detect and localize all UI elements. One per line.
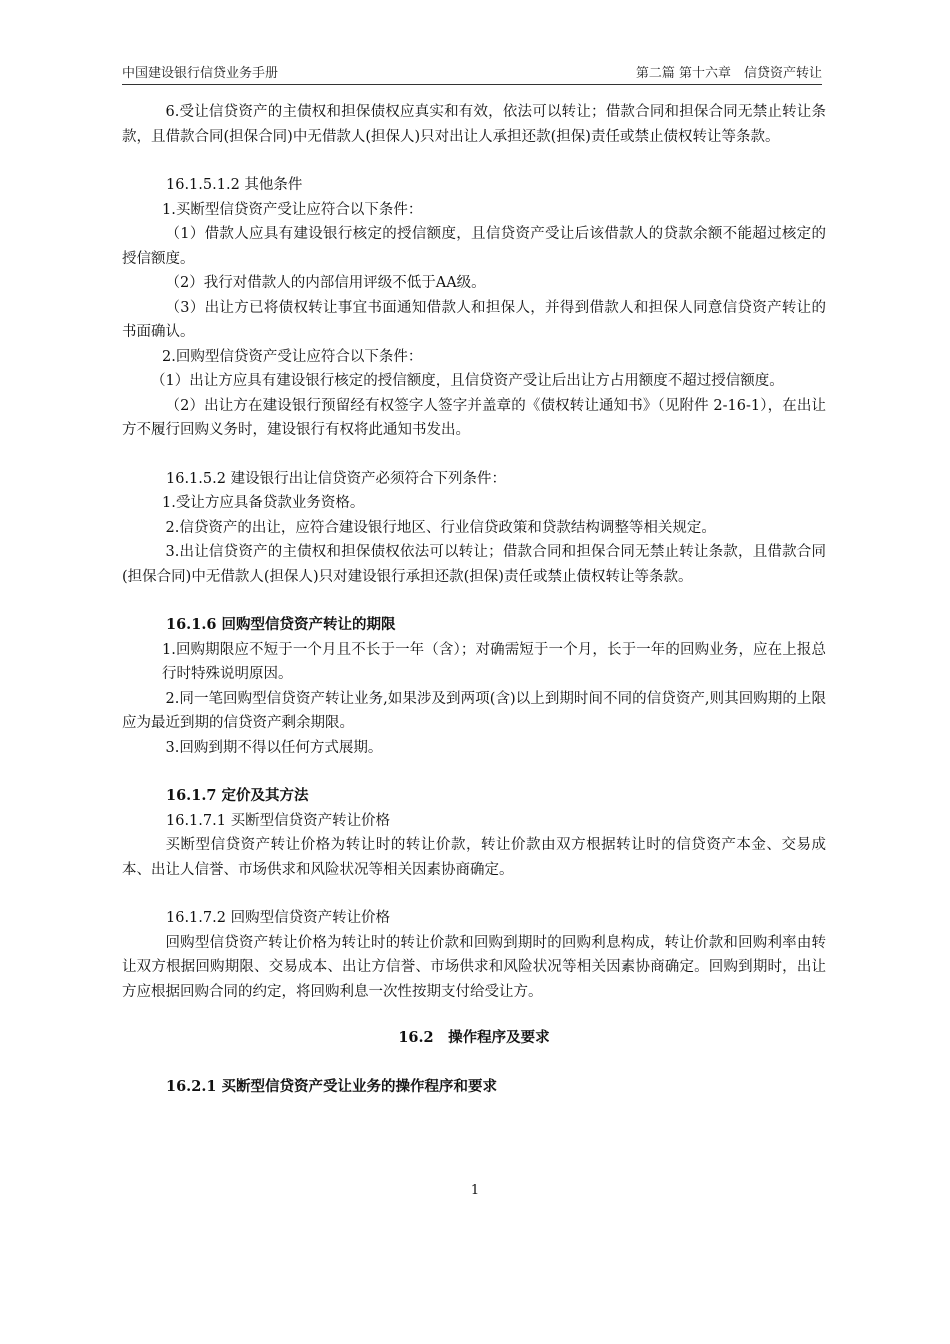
paragraph-sell-3: 3.出让信贷资产的主债权和担保债权依法可以转让；借款合同和担保合同无禁止转让条款，且借款合同(担保合同)中无借款人(担保人)只对建设银行承担还款(担保)责任或禁止债权转让等条款。 bbox=[122, 544, 826, 585]
paragraph-sell-2: 2.信贷资产的出让，应符合建设银行地区、行业信贷政策和贷款结构调整等相关规定。 bbox=[165, 519, 716, 536]
paragraph-term-3: 3.回购到期不得以任何方式展期。 bbox=[165, 739, 383, 756]
paragraph-repo-2: （2）出让方在建设银行预留经有权签字人签字并盖章的《债权转让通知书》（见附件 2-16-1），在出让方不履行回购义务时，建设银行有权将此通知书发出。 bbox=[122, 397, 826, 438]
header-manual-title: 中国建设银行信贷业务手册 bbox=[122, 66, 279, 81]
section-heading-16-1-5-1-2: 16.1.5.1.2 其他条件 bbox=[166, 177, 303, 193]
page-header bbox=[122, 58, 822, 82]
paragraph-buyout-2: （2）我行对借款人的内部信用评级不低于AA级。 bbox=[165, 275, 486, 291]
section-heading-16-2-1: 16.2.1 买断型信贷资产受让业务的操作程序和要求 bbox=[166, 1077, 497, 1095]
header-chapter-title: 第二篇 第十六章 信贷资产转让 bbox=[635, 66, 822, 81]
section-heading-16-2: 16.2 操作程序及要求 bbox=[398, 1029, 550, 1046]
paragraph-repo-price: 回购型信贷资产转让价格为转让时的转让价款和回购到期时的回购利息构成，转让价款和回购利率由转让双方根据回购期限、交易成本、出让方信誉、市场供求和风险状况等相关因素协商确定。回购到期时，出让方应根据回购合同的约定，将回购利息一次性按期支付给受让方。 bbox=[122, 934, 826, 1000]
section-heading-16-1-6: 16.1.6 回购型信贷资产转让的期限 bbox=[166, 616, 396, 633]
paragraph-buyout-price: 买断型信贷资产转让价格为转让时的转让价款，转让价款由双方根据转让时的信贷资产本金、交易成本、出让人信誉、市场供求和风险状况等相关因素协商确定。 bbox=[122, 837, 826, 878]
document-body bbox=[122, 100, 826, 1099]
paragraph-term-2: 2.同一笔回购型信贷资产转让业务,如果涉及到两项(含)以上到期时间不同的信贷资产,则其回购期的上限应为最近到期的信贷资产剩余期限。 bbox=[122, 690, 826, 731]
paragraph-buyout-1: （1）借款人应具有建设银行核定的授信额度，且信贷资产受让后该借款人的贷款余额不能超过核定的授信额度。 bbox=[122, 226, 826, 267]
section-heading-16-1-7-1: 16.1.7.1 买断型信贷资产转让价格 bbox=[166, 812, 391, 829]
paragraph-repo-1: （1）出让方应具有建设银行核定的授信额度，且信贷资产受让后出让方占用额度不超过授信额度。 bbox=[151, 373, 784, 389]
paragraph-sell-1: 1.受让方应具备贷款业务资格。 bbox=[162, 495, 365, 511]
paragraph-repo-conditions: 2.回购型信贷资产受让应符合以下条件： bbox=[162, 348, 423, 365]
page-number: 1 bbox=[470, 1183, 480, 1198]
section-heading-16-1-7-2: 16.1.7.2 回购型信贷资产转让价格 bbox=[166, 910, 391, 926]
section-heading-16-1-5-2: 16.1.5.2 建设银行出让信贷资产必须符合下列条件： bbox=[166, 470, 507, 487]
paragraph-buyout-3: （3）出让方已将债权转让事宜书面通知借款人和担保人，并得到借款人和担保人同意信贷资产转让的书面确认。 bbox=[122, 299, 826, 340]
section-heading-16-1-7: 16.1.7 定价及其方法 bbox=[166, 787, 309, 804]
paragraph-6: 6.受让信贷资产的主债权和担保债权应真实和有效，依法可以转让；借款合同和担保合同无禁止转让条款，且借款合同(担保合同)中无借款人(担保人)只对出让人承担还款(担保)责任或禁止债权转让等条款。 bbox=[122, 104, 826, 145]
header-divider bbox=[122, 84, 822, 85]
paragraph-buyout-conditions: 1.买断型信贷资产受让应符合以下条件： bbox=[162, 201, 423, 218]
paragraph-term-1: 1.回购期限应不短于一个月且不长于一年（含）；对确需短于一个月，长于一年的回购业务，应在上报总行时特殊说明原因。 bbox=[162, 641, 826, 682]
